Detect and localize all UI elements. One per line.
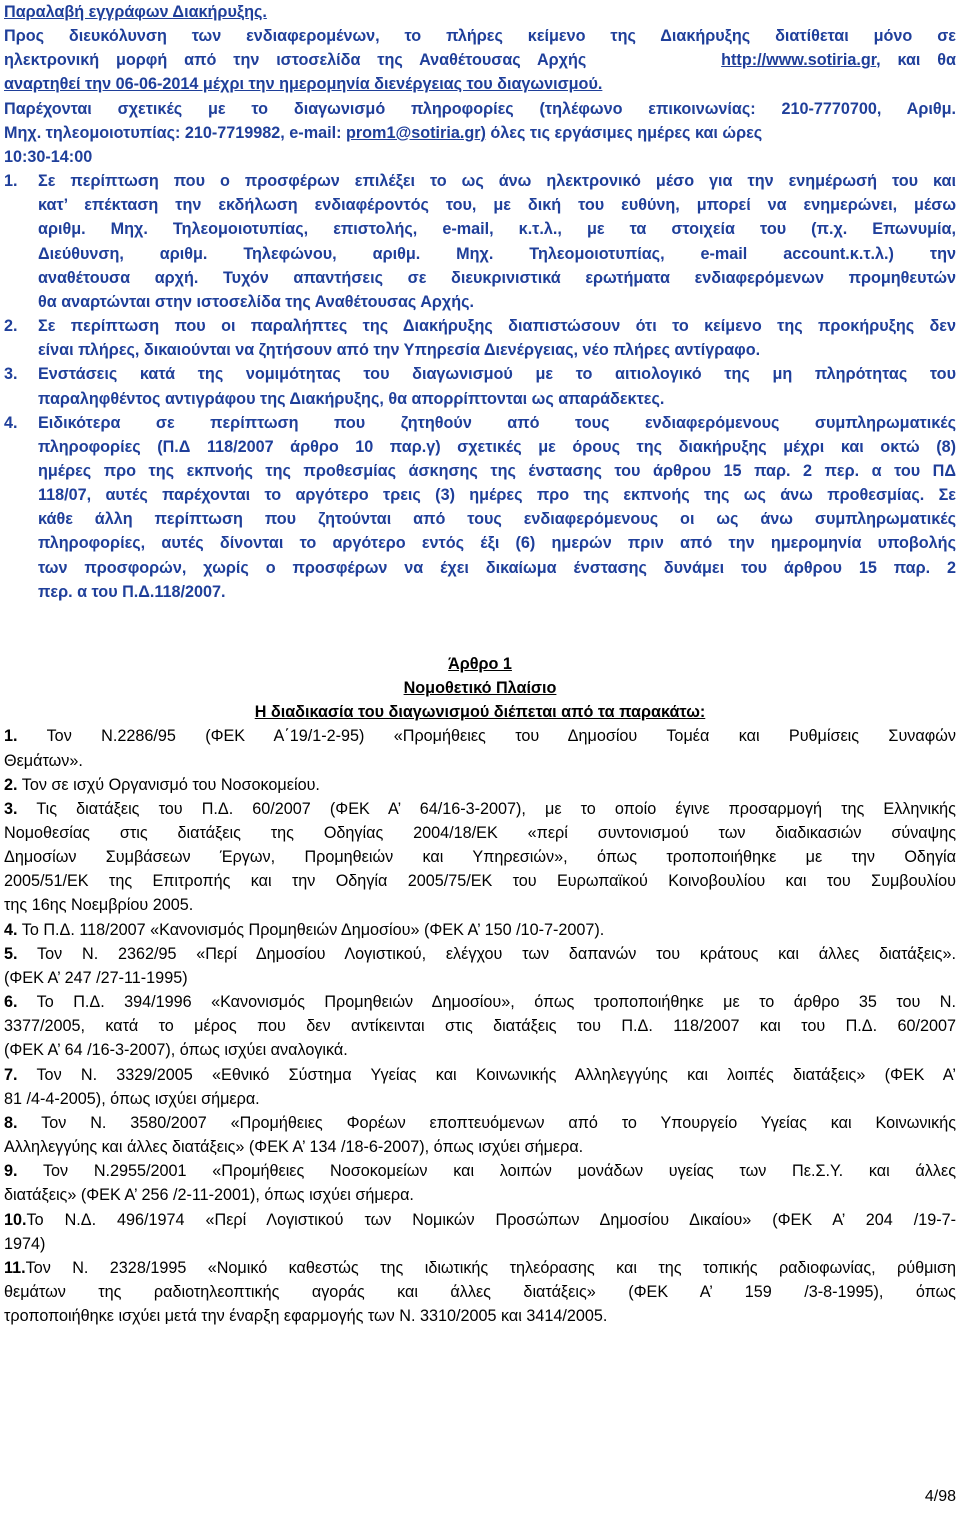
law-text: Τον Ν. 3580/2007 «Προμήθειες Φορέων εποπτευόμενων από το Υπουργείο Υγείας και Κοινωνικής xyxy=(41,1113,956,1132)
item-line: 118/07, αυτές παρέχονται το αργότερο τρεις (3) ημέρες προ της εκπνοής της ως άνω προθεσμίας. Σε xyxy=(38,486,956,505)
section-title: Παραλαβή εγγράφων Διακήρυξης. xyxy=(4,3,267,21)
law-line: τροποποιήθηκε ισχύει μετά την έναρξη εφαρμογής των Ν. 3310/2005 και 3414/2005. xyxy=(4,1307,608,1326)
item-line: είναι πλήρες, δικαιούνται να ζητήσουν από την Υπηρεσία Διενέργειας, νέο πλήρες αντίγραφο. xyxy=(38,341,761,360)
item-number: 2. xyxy=(4,317,18,336)
item-line: παραληφθέντος αντιγράφου της Διακήρυξης, θα απορρίπτονται ως απαράδεκτες. xyxy=(38,389,665,408)
law-line xyxy=(4,1256,956,1280)
law-text: Τον Ν. 2328/1995 «Νομικό καθεστώς της ιδιωτικής τηλεόρασης και της τοπικής ραδιοφωνίας, ρύθμιση xyxy=(25,1258,956,1277)
law-text: Τον Ν.2955/2001 «Προμήθειες Νοσοκομείων και λοιπών μονάδων υγείας των Πε.Σ.Υ. και άλλες xyxy=(42,1162,956,1181)
law-number: 8. xyxy=(4,1113,18,1132)
item-line xyxy=(4,362,956,386)
law-text: Τον Ν. 3329/2005 «Εθνικό Σύστημα Υγείας και Κοινωνικής Αλληλεγγύης και λοιπές διατάξεις» (ΦΕΚ Α’ xyxy=(36,1065,956,1084)
email-link[interactable]: prom1@sotiria.gr) xyxy=(345,123,486,142)
law-line: διατάξεις» (ΦΕΚ Α’ 256 /2-11-2001), όπως ισχύει σήμερα. xyxy=(4,1186,414,1205)
item-line: Διεύθυνση, αριθμ. Τηλεφώνου, αριθμ. Μηχ. Τηλεομοιοτυπίας, e-mail account.κ.τ.λ.) την xyxy=(38,244,956,263)
law-line xyxy=(4,918,956,942)
law-line xyxy=(4,1159,956,1183)
law-text: Τον Ν. 2362/95 «Περί Δημοσίου Λογιστικού, ελέγχου των δαπανών του κράτους και άλλες διατάξεις». xyxy=(37,944,956,963)
law-line xyxy=(4,1063,956,1087)
law-line: (ΦΕΚ Α’ 64 /16-3-2007), όπως ισχύει αναλογικά. xyxy=(4,1041,348,1060)
law-number: 11. xyxy=(4,1258,26,1277)
law-line xyxy=(4,724,956,748)
law-line: Δημοσίων Συμβάσεων Έργων, Προμηθειών και Υπηρεσιών», όπως τροποποιήθηκε με την Οδηγία xyxy=(4,848,956,867)
article-heading xyxy=(4,652,956,676)
header-line-5 xyxy=(4,121,956,145)
item-line: θα αναρτώνται στην ιστοσελίδα της Αναθέτουσας Αρχής. xyxy=(38,292,475,311)
item-line: των προσφορών, χωρίς ο προσφέρων να έχει δικαίωμα ένστασης δυνάμει του άρθρου 15 παρ. 2 xyxy=(38,558,956,577)
item-line: κάθε άλλη περίπτωση που ζητούνται από τους ενδιαφερόμενους οι ως άνω συμπληρωματικές xyxy=(38,510,956,529)
law-number: 7. xyxy=(4,1065,18,1084)
numbered-item xyxy=(4,362,956,410)
law-line: 3377/2005, κατά το μέρος που δεν αντίκεινται στις διατάξεις του Π.Δ. 118/2007 και του Π.Δ. 60/2007 xyxy=(4,1017,956,1036)
numbered-item xyxy=(4,169,956,314)
numbered-list xyxy=(4,169,956,604)
law-text: Τον Ν.2286/95 (ΦΕΚ Α΄19/1-2-95) «Προμήθειες του Δημοσίου Τομέα και Ρυθμίσεις Συναφών xyxy=(46,727,956,746)
item-number: 3. xyxy=(4,365,18,384)
law-line xyxy=(4,773,956,797)
law-number: 3. xyxy=(4,799,18,818)
header-line-2 xyxy=(4,48,956,72)
numbered-item xyxy=(4,411,956,604)
law-line xyxy=(4,990,956,1014)
website-link[interactable]: http://www.sotiria.gr xyxy=(721,51,877,70)
article-heading-text: Άρθρο 1 xyxy=(448,654,512,673)
law-line: θεμάτων της ραδιοτηλεοπτικής αγοράς και άλλες διατάξεις» (ΦΕΚ Α’ 159 /3-8-1995), όπως xyxy=(4,1282,956,1301)
law-line xyxy=(4,1111,956,1135)
article-subheading xyxy=(4,676,956,700)
law-line: 2005/51/ΕΚ της Επιτροπής και την Οδηγία 2005/75/ΕΚ του Ευρωπαϊκού Κοινοβουλίου και του Συμβουλίου xyxy=(4,872,956,891)
header-line-3: αναρτηθεί την 06-06-2014 μέχρι την ημερομηνία διενέργειας του διαγωνισμού. xyxy=(4,75,603,94)
header-line-5-text: Μηχ. τηλεομοιοτυπίας: 210-7719982, e-mail: xyxy=(4,123,346,142)
law-number: 1. xyxy=(4,727,18,746)
item-text: Ενστάσεις κατά της νομιμότητας του διαγωνισμού με το αιτιολογικό της μη πληρότητας του xyxy=(38,365,956,384)
header-line-2-tail: , και θα xyxy=(876,51,956,70)
page-number: 4/98 xyxy=(924,1488,956,1505)
article-intro-text: Η διαδικασία του διαγωνισμού διέπεται από τα παρακάτω: xyxy=(254,703,706,722)
article-intro xyxy=(4,700,956,724)
spacer xyxy=(4,604,956,652)
numbered-item xyxy=(4,314,956,362)
document-page xyxy=(4,0,956,1328)
item-line xyxy=(4,169,956,193)
law-line: Αλληλεγγύης και άλλες διατάξεις» (ΦΕΚ Α’ 134 /18-6-2007), όπως ισχύει σήμερα. xyxy=(4,1138,584,1157)
header-line-4: Παρέχονται σχετικές με το διαγωνισμό πληροφορίες (τηλέφωνο επικοινωνίας: 210-7770700, Αριθμ. xyxy=(4,99,956,118)
law-line: Θεμάτων». xyxy=(4,751,83,770)
item-text: Ειδικότερα σε περίπτωση που ζητηθούν από τους ενδιαφερόμενους συμπληρωματικές xyxy=(38,413,956,432)
item-line xyxy=(4,411,956,435)
law-number: 10. xyxy=(4,1210,27,1229)
header-line-1: Προς διευκόλυνση των ενδιαφερομένων, το πλήρες κείμενο της Διακήρυξης διατίθεται μόνο σε xyxy=(4,27,956,46)
item-number: 1. xyxy=(4,172,18,191)
item-line: περ. α του Π.Δ.118/2007. xyxy=(38,582,226,601)
item-line: αναθέτουσα αρχή. Τυχόν απαντήσεις σε διευκρινιστικά ερωτήματα ενδιαφερόμενων προμηθευτών xyxy=(38,268,956,287)
article-subheading-text: Νομοθετικό Πλαίσιο xyxy=(403,679,557,698)
header-line-6: 10:30-14:00 xyxy=(4,147,93,166)
item-line xyxy=(4,314,956,338)
header-line-2-text: ηλεκτρονική μορφή από την ιστοσελίδα της Αναθέτουσας Αρχής xyxy=(4,51,587,70)
item-number: 4. xyxy=(4,413,18,432)
law-text: Το Π.Δ. 394/1996 «Κανονισμός Προμηθειών Δημοσίου», όπως τροποποιήθηκε με το άρθρο 35 του Ν. xyxy=(36,993,956,1012)
law-number: 9. xyxy=(4,1162,18,1181)
law-text: Το Ν.Δ. 496/1974 «Περί Λογιστικού των Νομικών Προσώπων Δημοσίου Δικαίου» (ΦΕΚ Α’ 204 /19-7- xyxy=(26,1210,956,1229)
law-number: 5. xyxy=(4,944,18,963)
law-line: 1974) xyxy=(4,1234,46,1253)
item-text: Σε περίπτωση που ο προσφέρων επιλέξει το ως άνω ηλεκτρονικό μέσο για την ενημέρωσή του και xyxy=(38,172,956,191)
header-line-5-tail: όλες τις εργάσιμες ημέρες και ώρες xyxy=(485,123,763,142)
law-line: (ΦΕΚ Α’ 247 /27-11-1995) xyxy=(4,968,188,987)
item-line: αριθμ. Μηχ. Τηλεομοιοτυπίας, επιστολής, e-mail, κ.τ.λ., με τα στοιχεία του (π.χ. Επωνυμία, xyxy=(38,220,956,239)
law-text: Τον σε ισχύ Οργανισμό του Νοσοκομείου. xyxy=(21,775,320,794)
law-line: Νομοθεσίας στις διατάξεις της Οδηγίας 2004/18/ΕΚ «περί συντονισμού των διαδικασιών σύναψης xyxy=(4,824,956,842)
law-line: της 16ης Νοεμβρίου 2005. xyxy=(4,896,194,915)
law-number: 2. xyxy=(4,775,18,794)
item-line: πληροφορίες (Π.Δ 118/2007 άρθρο 10 παρ.γ) σχετικές με όρους της διακήρυξης μέχρι και οκτώ (8) xyxy=(38,437,956,456)
law-line xyxy=(4,942,956,966)
law-line xyxy=(4,797,956,821)
law-number: 4. xyxy=(4,920,18,939)
item-text: Σε περίπτωση που οι παραλήπτες της Διακήρυξης διαπιστώσουν ότι το κείμενο της προκήρυξης δεν xyxy=(38,317,956,336)
law-list xyxy=(4,724,956,1328)
law-number: 6. xyxy=(4,993,18,1012)
law-line xyxy=(4,1208,956,1232)
law-line: 81 /4-4-2005), όπως ισχύει σήμερα. xyxy=(4,1089,260,1108)
law-text: Τις διατάξεις του Π.Δ. 60/2007 (ΦΕΚ Α’ 64/16-3-2007), με το οποίο έγινε προσαρμογή της Ελληνικής xyxy=(36,799,956,818)
item-line: πληροφορίες, αυτές δίνονται το αργότερο εντός έξι (6) ημερών πριν από την ημερομηνία υποβολής xyxy=(38,534,956,553)
item-line: ημέρες προ της εκπνοής της προθεσμίας άσκησης της ένστασης του άρθρου 15 παρ. 2 περ. α του ΠΔ xyxy=(38,461,956,480)
item-line: κατ’ επέκταση την εκδήλωση ενδιαφέροντός του, με δική του ευθύνη, μπορεί να ενημερώνει, μέσω xyxy=(38,196,956,215)
law-text: Το Π.Δ. 118/2007 «Κανονισμός Προμηθειών Δημοσίου» (ΦΕΚ Α’ 150 /10-7-2007). xyxy=(21,920,605,939)
